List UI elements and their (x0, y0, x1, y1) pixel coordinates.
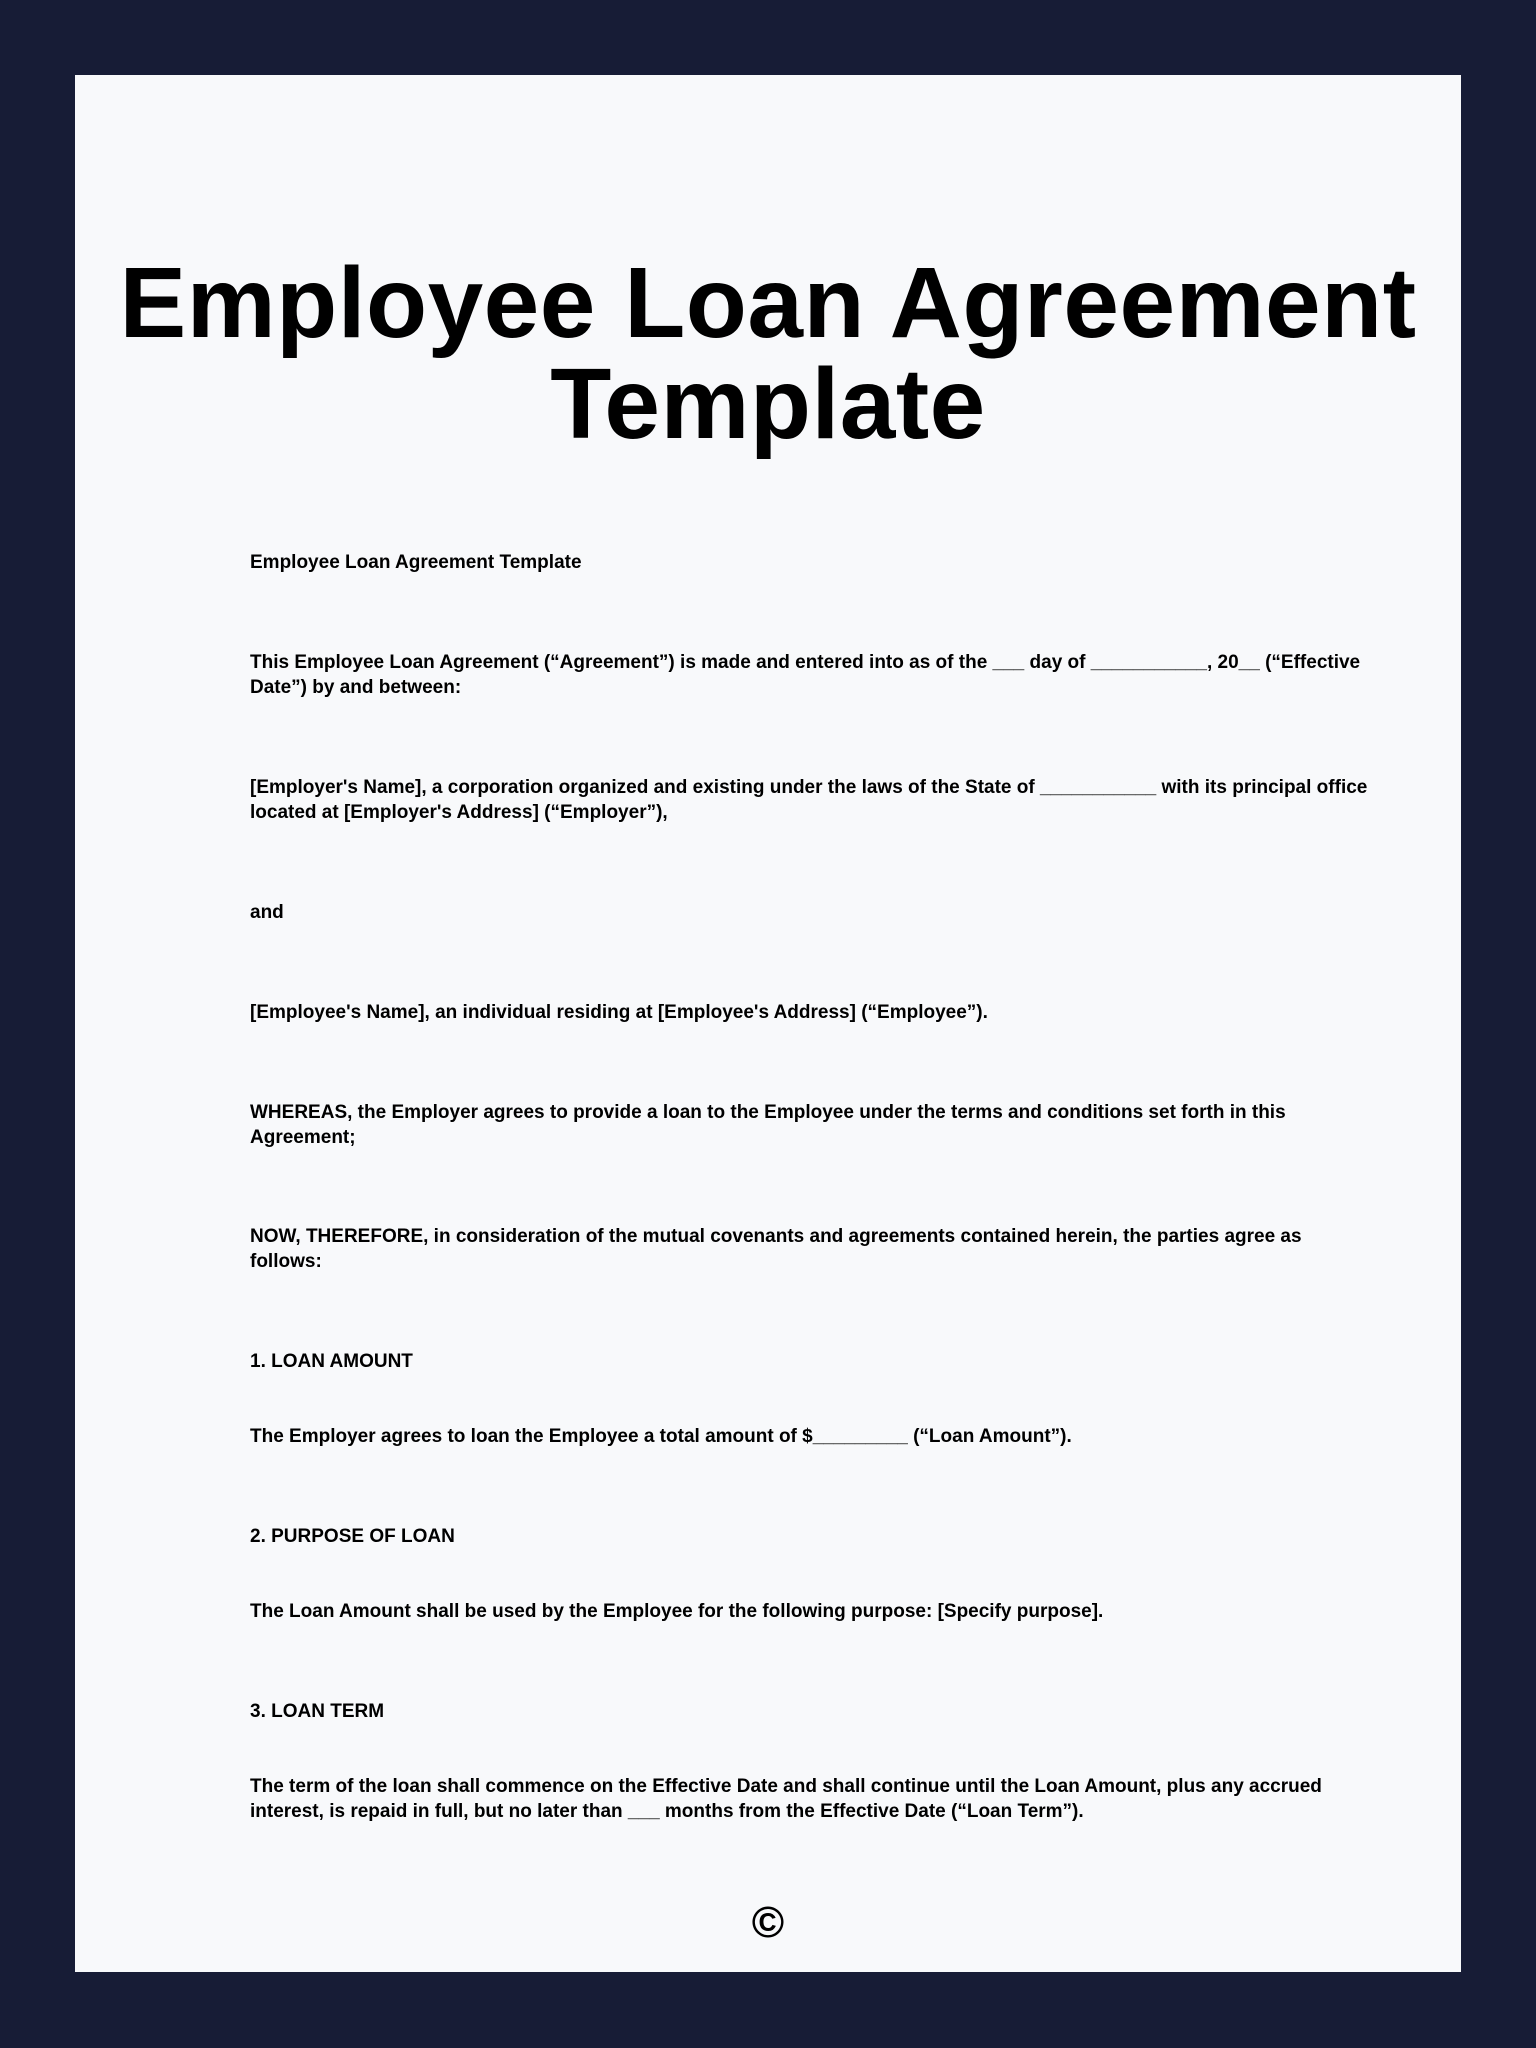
employee-paragraph: [Employee's Name], an individual residing at [Employee's Address] (“Employee”). (250, 1002, 988, 1023)
purpose-paragraph: The Loan Amount shall be used by the Employee for the following purpose: [Specify purpose]. (250, 1601, 1104, 1622)
section-heading-purpose: 2. PURPOSE OF LOAN (250, 1526, 455, 1547)
document-page (75, 75, 1461, 1972)
intro-paragraph: This Employee Loan Agreement (“Agreement”) is made and entered into as of the ___ day of ___________, 20__ (“Effective Date”) by and between: (250, 652, 1361, 698)
and-paragraph: and (250, 902, 284, 923)
document-title (75, 247, 1461, 460)
title-line-2: Template (550, 348, 986, 460)
document-subtitle: Employee Loan Agreement Template (250, 552, 582, 573)
section-heading-loan-term: 3. LOAN TERM (250, 1701, 385, 1722)
copyright-icon: © (751, 1898, 785, 1947)
loan-term-paragraph: The term of the loan shall commence on the Effective Date and shall continue until the Loan Amount, plus any accrued interest, is repaid in full, but no later than ___ months from the Effective Date (“Loan Term”). (250, 1776, 1322, 1822)
section-heading-loan-amount: 1. LOAN AMOUNT (250, 1351, 413, 1372)
now-therefore-paragraph: NOW, THEREFORE, in consideration of the mutual covenants and agreements contained herein, the parties agree as follows: (250, 1226, 1302, 1272)
employer-paragraph: [Employer's Name], a corporation organized and existing under the laws of the State of ___________ with its principal office located at [Employer's Address] (“Employer”), (250, 777, 1368, 823)
title-line-1: Employee Loan Agreement (119, 247, 1417, 359)
whereas-paragraph: WHEREAS, the Employer agrees to provide a loan to the Employee under the terms and conditions set forth in this Agreement; (250, 1102, 1286, 1148)
loan-amount-paragraph: The Employer agrees to loan the Employee a total amount of $_________ (“Loan Amount”). (250, 1426, 1072, 1447)
